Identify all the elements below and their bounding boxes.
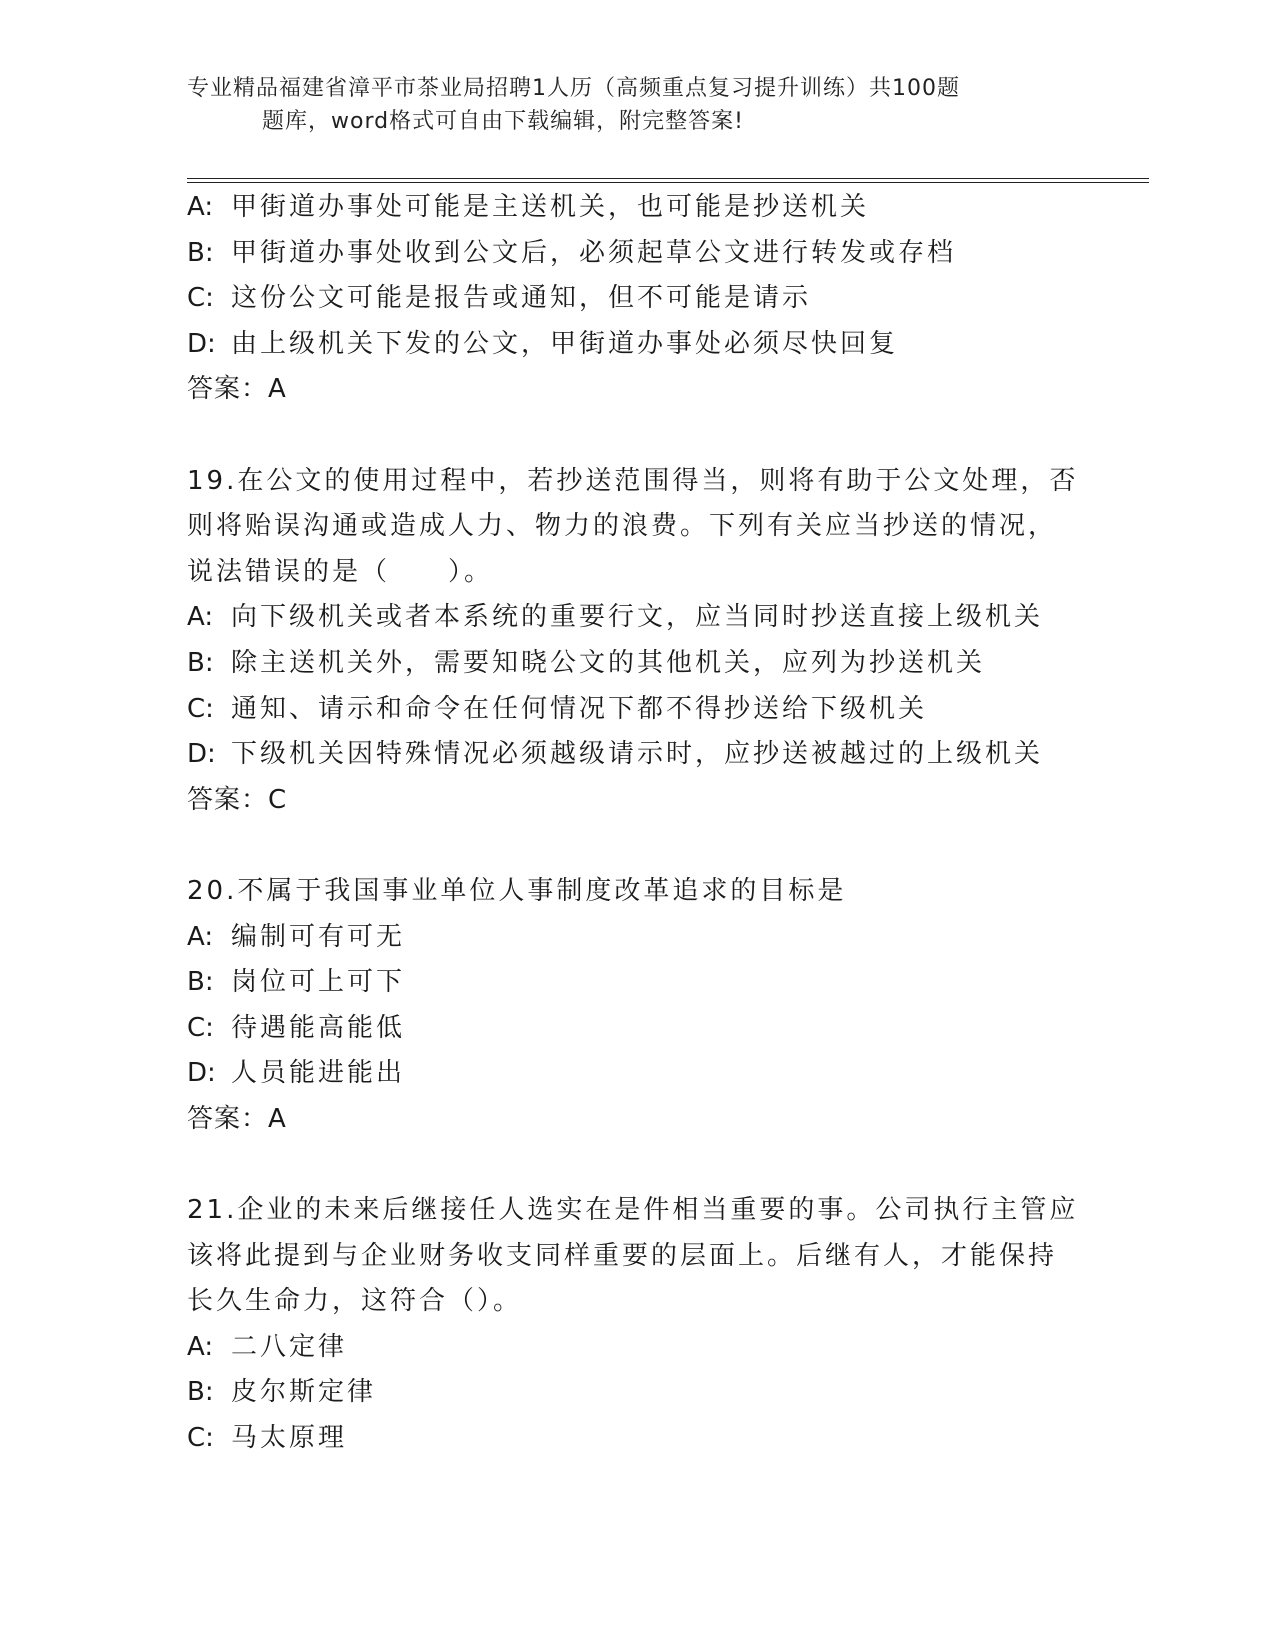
option-text: 向下级机关或者本系统的重要行文，应当同时抄送直接上级机关 <box>231 602 1044 633</box>
question-18-answer: 答案：A <box>187 374 287 405</box>
option-text: 通知、请示和命令在任何情况下都不得抄送给下级机关 <box>231 693 928 724</box>
header-title-line-1: 专业精品福建省漳平市茶业局招聘1人历（高频重点复习提升训练）共100题 <box>187 76 960 101</box>
option-label: D: <box>187 1058 216 1089</box>
header-double-rule <box>187 178 1149 183</box>
option-label: B: <box>187 647 214 678</box>
question-18-option-d <box>187 322 1087 368</box>
option-text: 二八定律 <box>231 1331 348 1362</box>
question-20-block <box>187 869 1087 1143</box>
question-18-block <box>187 185 1087 413</box>
question-19-stem-line-2: 则将贻误沟通或造成人力、物力的浪费。下列有关应当抄送的情况， <box>187 511 1058 542</box>
question-21-stem-line-2: 该将此提到与企业财务收支同样重要的层面上。后继有人，才能保持 <box>187 1240 1058 1271</box>
option-label: B: <box>187 967 214 998</box>
question-21-option-c <box>187 1416 1087 1462</box>
option-label: C: <box>187 1423 214 1454</box>
question-18-option-a <box>187 185 1087 231</box>
option-text: 人员能进能出 <box>231 1058 406 1089</box>
option-text: 皮尔斯定律 <box>231 1377 377 1408</box>
option-label: A: <box>187 602 214 633</box>
question-20-option-d <box>187 1051 1087 1097</box>
option-label: C: <box>187 283 214 314</box>
option-text: 下级机关因特殊情况必须越级请示时，应抄送被越过的上级机关 <box>231 739 1044 770</box>
question-18-option-c <box>187 276 1087 322</box>
question-21-option-b <box>187 1370 1087 1416</box>
option-text: 由上级机关下发的公文，甲街道办事处必须尽快回复 <box>231 328 899 359</box>
option-label: A: <box>187 921 214 952</box>
document-header <box>187 72 1067 138</box>
question-20-stem-line-1: 20.不属于我国事业单位人事制度改革追求的目标是 <box>187 875 847 906</box>
option-text: 马太原理 <box>231 1423 348 1454</box>
option-text: 这份公文可能是报告或通知，但不可能是请示 <box>231 283 812 314</box>
question-19-option-d <box>187 732 1087 778</box>
question-21-stem-line-1: 21.企业的未来后继接任人选实在是件相当重要的事。公司执行主管应 <box>187 1195 1079 1226</box>
option-label: A: <box>187 192 214 222</box>
option-label: A: <box>187 1331 214 1362</box>
question-19-option-b <box>187 641 1087 687</box>
question-19-stem-line-1: 19.在公文的使用过程中，若抄送范围得当，则将有助于公文处理，否 <box>187 465 1079 496</box>
spacer <box>187 413 1087 459</box>
option-label: C: <box>187 1012 214 1043</box>
spacer <box>187 1142 1087 1188</box>
question-19-option-c <box>187 687 1087 733</box>
question-20-option-c <box>187 1006 1087 1052</box>
option-text: 岗位可上可下 <box>231 967 406 998</box>
option-text: 待遇能高能低 <box>231 1012 406 1043</box>
question-20-answer: 答案：A <box>187 1103 287 1134</box>
document-body <box>187 185 1087 1462</box>
question-21-block <box>187 1188 1087 1462</box>
option-text: 甲街道办事处收到公文后，必须起草公文进行转发或存档 <box>231 237 957 268</box>
option-label: B: <box>187 237 214 268</box>
question-19-answer: 答案：C <box>187 784 288 815</box>
question-20-option-b <box>187 960 1087 1006</box>
header-title-line-2: 题库，word格式可自由下载编辑，附完整答案! <box>262 109 744 134</box>
question-19-block <box>187 459 1087 824</box>
question-21-option-a <box>187 1325 1087 1371</box>
question-19-option-a <box>187 595 1087 641</box>
question-18-option-b <box>187 231 1087 277</box>
option-label: D: <box>187 328 216 359</box>
option-text: 编制可有可无 <box>231 921 406 952</box>
spacer <box>187 823 1087 869</box>
option-label: B: <box>187 1377 214 1408</box>
option-text: 甲街道办事处可能是主送机关，也可能是抄送机关 <box>231 192 870 222</box>
question-20-option-a <box>187 915 1087 961</box>
option-text: 除主送机关外，需要知晓公文的其他机关，应列为抄送机关 <box>231 647 986 678</box>
option-label: D: <box>187 739 216 770</box>
question-19-stem-line-3: 说法错误的是（ ）。 <box>187 556 494 587</box>
question-21-stem-line-3: 长久生命力，这符合（）。 <box>187 1286 523 1317</box>
option-label: C: <box>187 693 214 724</box>
